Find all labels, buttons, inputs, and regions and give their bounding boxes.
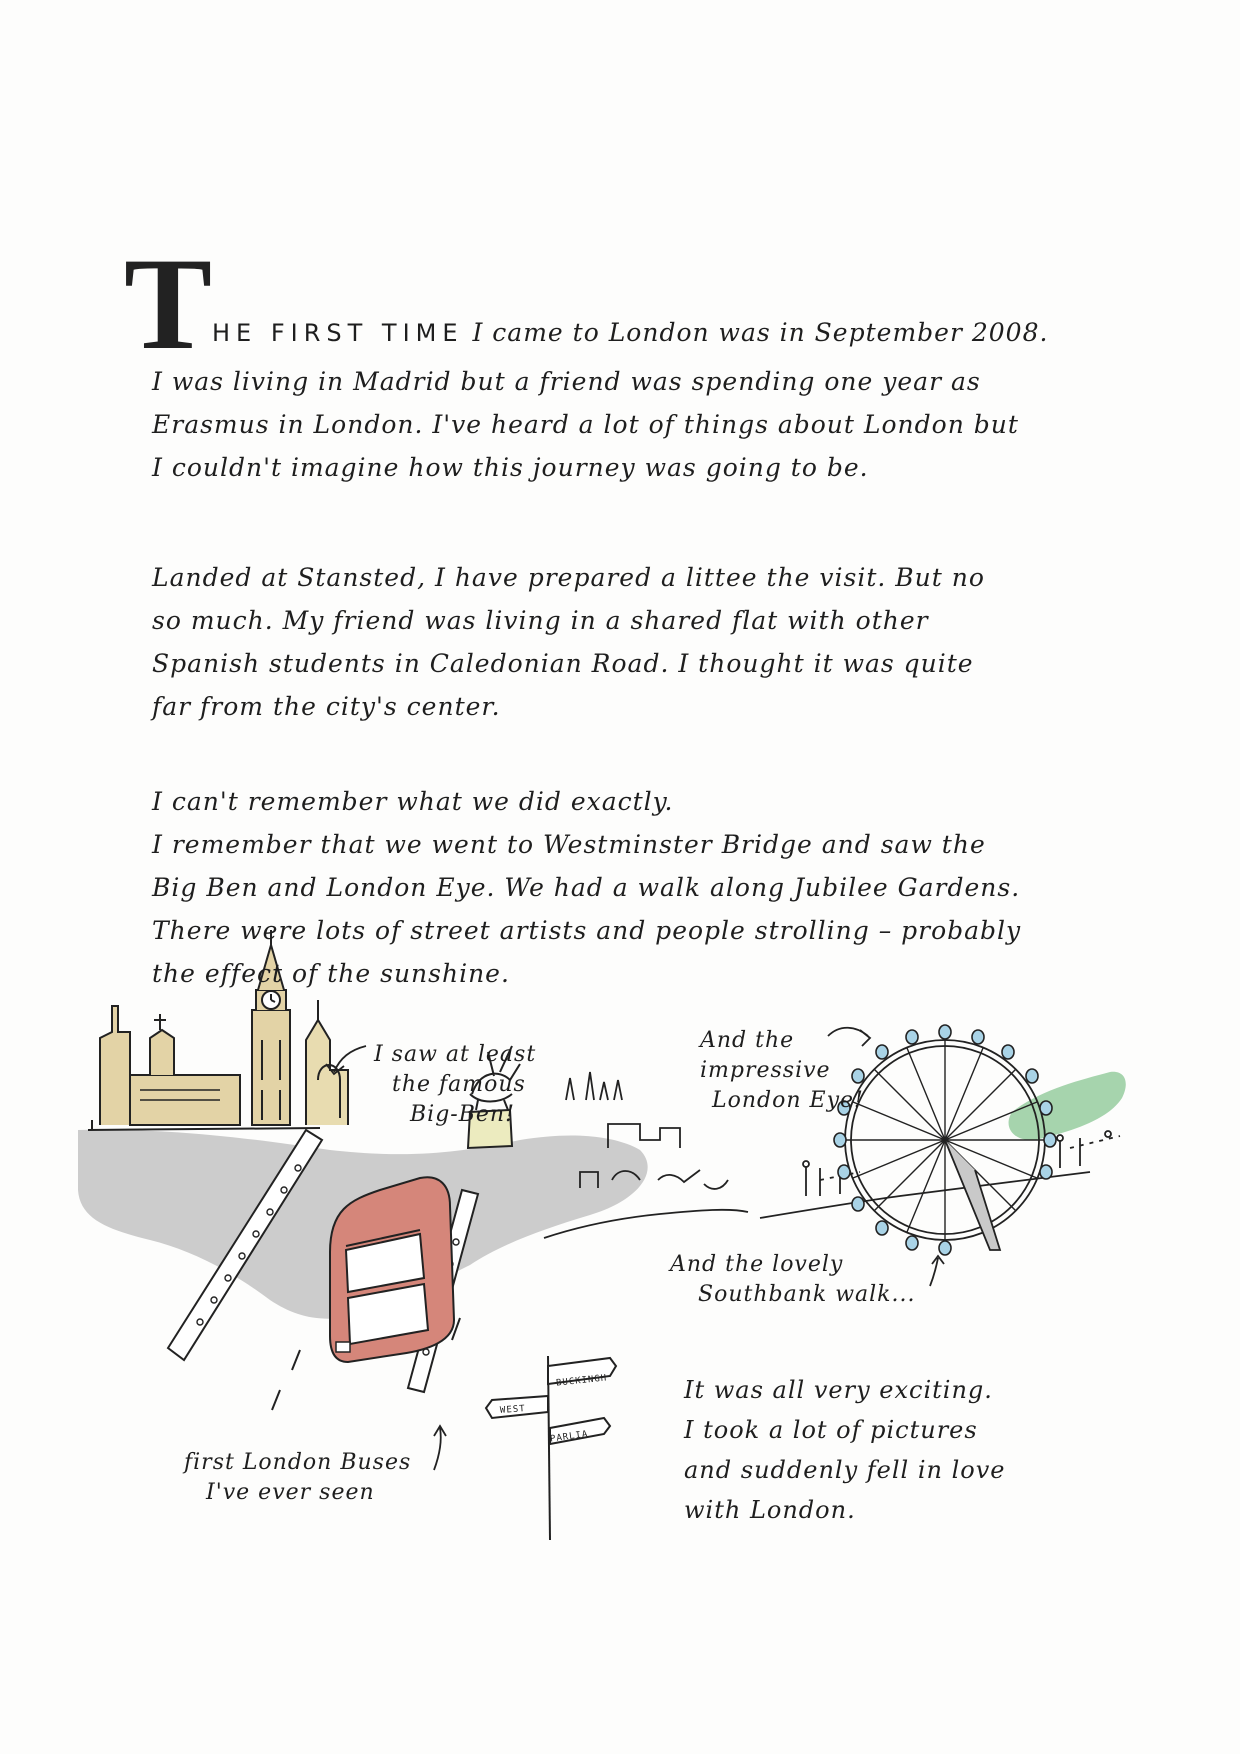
paragraph-line: I couldn't imagine how this journey was going to be.: [152, 453, 869, 482]
annotation-line: Southbank walk...: [698, 1282, 916, 1307]
intro-caps: HE FIRST TIME: [212, 319, 464, 347]
annotation-exciting: [684, 1370, 1006, 1530]
annotation-line: London Eye!: [712, 1088, 864, 1113]
annotation-line: And the: [700, 1028, 795, 1053]
red-bus-drawing: [330, 1177, 454, 1362]
paragraph-line: I can't remember what we did exactly.: [152, 787, 674, 816]
annotation-line: I took a lot of pictures: [684, 1416, 978, 1444]
annotation-line: impressive: [700, 1058, 831, 1083]
annotation-line: first London Buses: [184, 1450, 412, 1475]
annotation-london-eye: [700, 1026, 864, 1116]
annotation-bigben: [374, 1040, 536, 1130]
annotation-line: Big-Ben!: [410, 1102, 515, 1127]
intro-line: [212, 318, 1048, 347]
signpost-label-buckingham: BUCKINGH: [555, 1373, 608, 1389]
annotation-line: I saw at least: [374, 1042, 537, 1067]
paragraph-line: Big Ben and London Eye. We had a walk along Jubilee Gardens.: [152, 873, 1021, 902]
intro-rest: I came to London was in September 2008.: [472, 318, 1049, 347]
annotation-line: And the lovely: [670, 1252, 844, 1277]
paragraph-line: Landed at Stansted, I have prepared a littee the visit. But no: [152, 563, 985, 592]
annotation-line: I've ever seen: [206, 1480, 375, 1505]
annotation-line: and suddenly fell in love: [684, 1456, 1006, 1484]
paragraph-3: [152, 780, 1021, 995]
paragraph-line: far from the city's center.: [152, 692, 501, 721]
paragraph-line: I was living in Madrid but a friend was spending one year as: [152, 367, 981, 396]
annotation-line: It was all very exciting.: [684, 1376, 993, 1404]
annotation-buses: [184, 1448, 411, 1508]
paragraph-line: I remember that we went to Westminster Bridge and saw the: [152, 830, 986, 859]
paragraph-line: the effect of the sunshine.: [152, 959, 510, 988]
paragraph-1: [152, 360, 1019, 489]
annotation-southbank: [670, 1250, 915, 1310]
paragraph-line: Spanish students in Caledonian Road. I thought it was quite: [152, 649, 974, 678]
drop-cap: T: [124, 230, 213, 377]
paragraph-line: There were lots of street artists and people strolling – probably: [152, 916, 1022, 945]
signpost-label-west: WEST: [499, 1404, 527, 1416]
paragraph-2: [152, 556, 985, 728]
paragraph-line: Erasmus in London. I've heard a lot of things about London but: [152, 410, 1019, 439]
annotation-line: the famous: [392, 1072, 526, 1097]
paragraph-line: so much. My friend was living in a shared flat with other: [152, 606, 929, 635]
london-eye-drawing: [834, 1025, 1056, 1255]
signpost-label-parliament: PARLIA: [549, 1429, 590, 1445]
annotation-line: with London.: [684, 1496, 856, 1524]
